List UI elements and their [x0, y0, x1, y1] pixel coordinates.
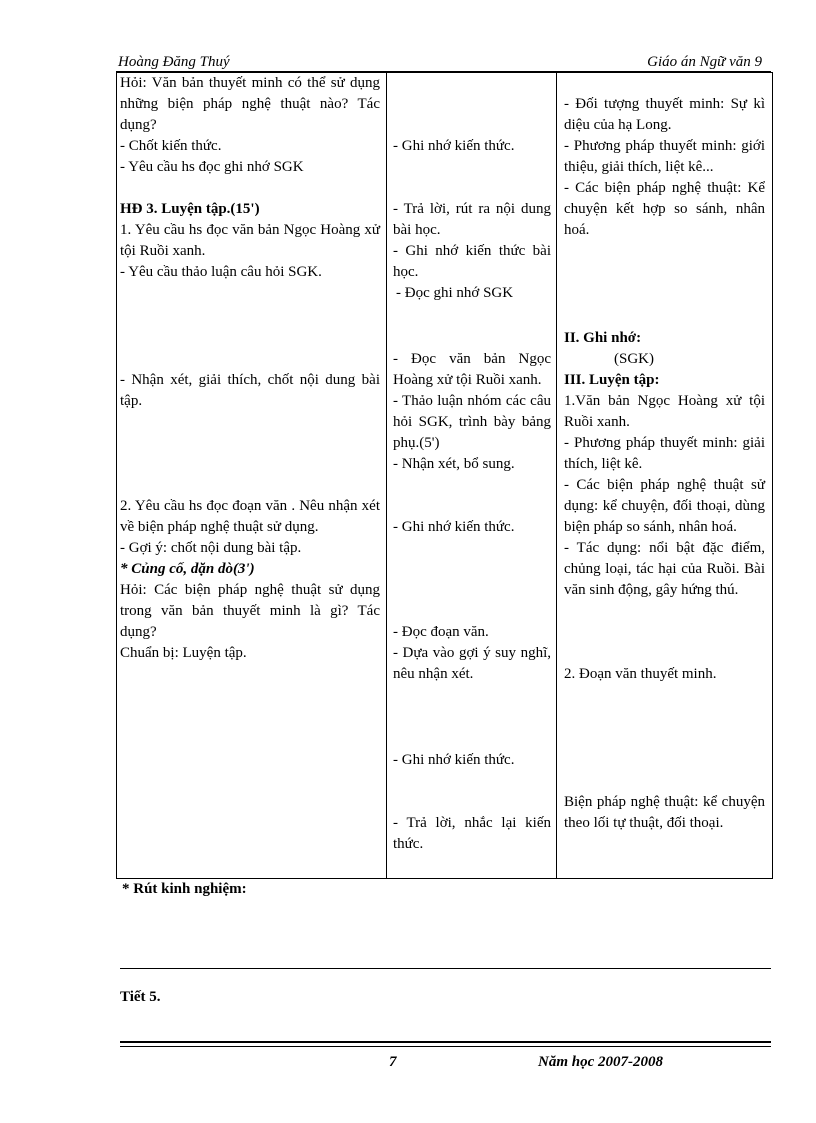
activity-3-heading: HĐ 3. Luyện tập.(15'): [120, 201, 260, 217]
header-subject: Giáo án Ngữ văn 9: [647, 54, 762, 70]
content-subject: - Đối tượng thuyết minh: Sự kì diệu của hạ Long.: [564, 96, 765, 133]
preparation: Chuẩn bị: Luyện tập.: [120, 645, 247, 661]
section-luyen-tap-title: III. Luyện tập:: [564, 372, 660, 388]
student-read-paragraph: - Đọc đoạn văn.: [393, 624, 489, 640]
student-note-2: - Ghi nhớ kiến thức bài học.: [393, 243, 551, 280]
student-answer-2: - Trả lời, nhắc lại kiến thức.: [393, 815, 551, 852]
student-read-summary: - Đọc ghi nhớ SGK: [396, 285, 514, 301]
exercise-2-request: 2. Yêu cầu hs đọc đoạn văn . Nêu nhận xét về biện pháp nghệ thuật sử dụng.: [120, 498, 380, 535]
student-think: - Dựa vào gợi ý suy nghĩ, nêu nhận xét.: [393, 645, 551, 682]
lesson-number: Tiết 5.: [120, 989, 161, 1005]
lesson-table: [116, 72, 773, 879]
student-answer-1: - Trả lời, rút ra nội dung bài học.: [393, 201, 551, 238]
chot-kien-thuc: - Chốt kiến thức.: [120, 138, 222, 154]
exercise-2-title: 2. Đoạn văn thuyết minh.: [564, 666, 717, 682]
student-read-text: - Đọc văn bản Ngọc Hoàng xử tội Ruồi xanh.: [393, 351, 551, 388]
content-method: - Phương pháp thuyết minh: giới thiệu, giải thích, liệt kê...: [564, 138, 765, 175]
student-activity-cell: [387, 73, 557, 879]
school-year: Năm học 2007-2008: [538, 1054, 663, 1070]
footer-rule-thin: [120, 1046, 771, 1047]
exercise-1-title: 1.Văn bản Ngọc Hoàng xử tội Ruồi xanh.: [564, 393, 765, 430]
content-cell: [557, 73, 773, 879]
section-ghi-nho-sgk: (SGK): [614, 351, 654, 367]
table-row: [117, 73, 773, 879]
request-read-summary: - Yêu cầu hs đọc ghi nhớ SGK: [120, 159, 304, 175]
exercise-2-answer: Biện pháp nghệ thuật: kể chuyện theo lối tự thuật, đối thoại.: [564, 794, 765, 831]
divider: [120, 968, 771, 969]
student-note-3: - Ghi nhớ kiến thức.: [393, 519, 515, 535]
student-comment: - Nhận xét, bổ sung.: [393, 456, 515, 472]
exercise-1-request: 1. Yêu cầu hs đọc văn bản Ngọc Hoàng xử tội Ruồi xanh.: [120, 222, 380, 259]
section-ghi-nho-title: II. Ghi nhớ:: [564, 330, 642, 346]
comment-conclude: - Nhận xét, giải thích, chốt nội dung bài tập.: [120, 372, 380, 409]
student-note-4: - Ghi nhớ kiến thức.: [393, 752, 515, 768]
consolidation-heading: * Củng cố, dặn dò(3'): [120, 561, 255, 577]
question-1: Hỏi: Văn bản thuyết minh có thể sử dụng những biện pháp nghệ thuật nào? Tác dụng?: [120, 75, 380, 133]
teacher-activity-cell: [117, 73, 387, 879]
student-note-1: - Ghi nhớ kiến thức.: [393, 138, 515, 154]
student-discussion: - Thảo luận nhóm các câu hỏi SGK, trình bày bảng phụ.(5'): [393, 393, 551, 451]
exercise-1-effect: - Tác dụng: nổi bật đặc điểm, chủng loại, tác hại của Ruồi. Bài văn sinh động, gây hứng thú.: [564, 540, 765, 598]
experience-label: * Rút kinh nghiệm:: [122, 881, 247, 897]
header-author: Hoàng Đăng Thuý: [118, 54, 230, 70]
content-techniques: - Các biện pháp nghệ thuật: Kể chuyện kết hợp so sánh, nhân hoá.: [564, 180, 765, 238]
question-2: Hỏi: Các biện pháp nghệ thuật sử dụng trong văn bản thuyết minh là gì? Tác dụng?: [120, 582, 380, 640]
footer-rule: [120, 1041, 771, 1043]
page-number: 7: [389, 1054, 397, 1070]
exercise-1-method: - Phương pháp thuyết minh: giải thích, liệt kê.: [564, 435, 765, 472]
hint: - Gợi ý: chốt nội dung bài tập.: [120, 540, 302, 556]
exercise-1-techniques: - Các biện pháp nghệ thuật sử dụng: kể chuyện, đối thoại, dùng biện pháp so sánh, nhân hoá.: [564, 477, 765, 535]
discussion-request: - Yêu cầu thảo luận câu hỏi SGK.: [120, 264, 322, 280]
